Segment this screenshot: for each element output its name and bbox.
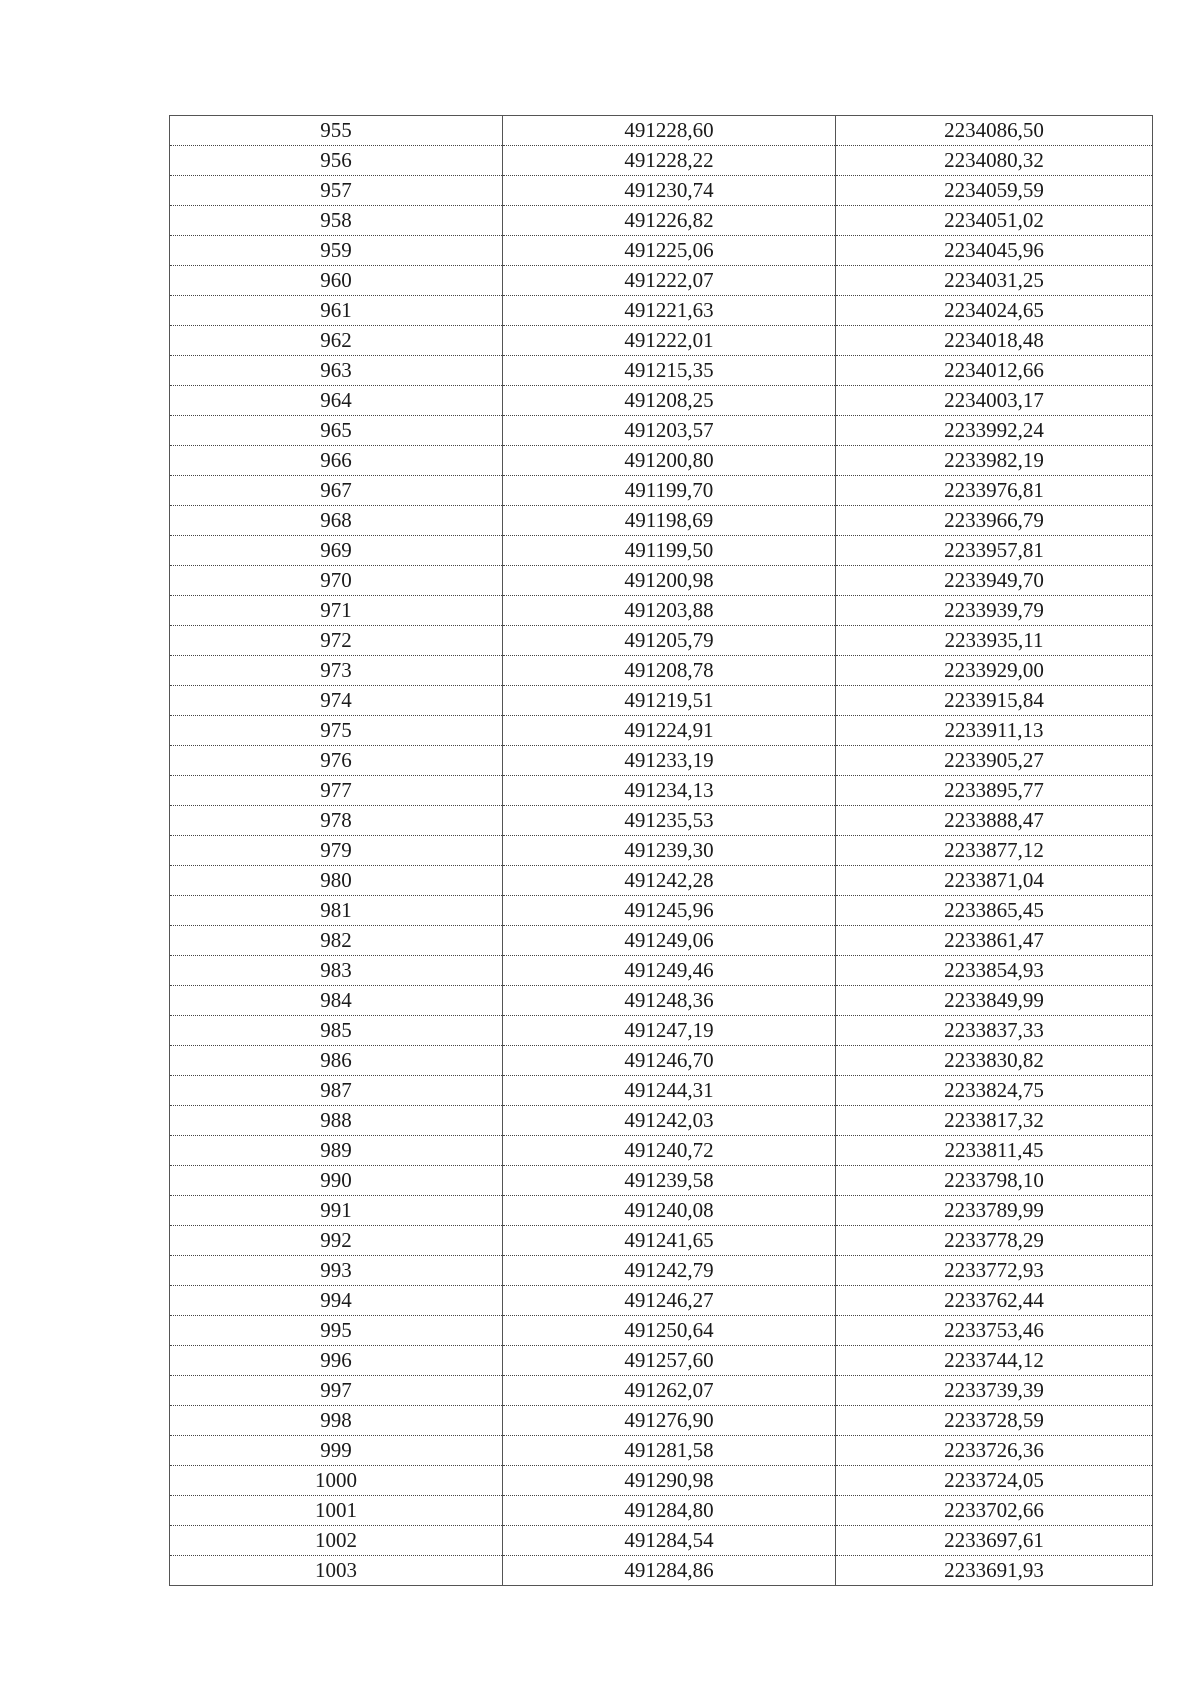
- point-number-cell: 995: [170, 1316, 503, 1346]
- y-coordinate-cell: 2233817,32: [836, 1106, 1153, 1136]
- point-number-cell: 966: [170, 446, 503, 476]
- table-row: [170, 116, 1153, 146]
- y-coordinate-cell: 2233976,81: [836, 476, 1153, 506]
- point-number-cell: 959: [170, 236, 503, 266]
- point-number-cell: 983: [170, 956, 503, 986]
- table-row: [170, 836, 1153, 866]
- y-coordinate-cell: 2234086,50: [836, 116, 1153, 146]
- table-row: [170, 1346, 1153, 1376]
- table-row: [170, 1316, 1153, 1346]
- x-coordinate-cell: 491219,51: [503, 686, 836, 716]
- x-coordinate-cell: 491234,13: [503, 776, 836, 806]
- x-coordinate-cell: 491228,60: [503, 116, 836, 146]
- table-row: [170, 1466, 1153, 1496]
- point-number-cell: 973: [170, 656, 503, 686]
- table-row: [170, 146, 1153, 176]
- table-row: [170, 1196, 1153, 1226]
- coordinates-table: [169, 115, 1153, 1586]
- point-number-cell: 980: [170, 866, 503, 896]
- x-coordinate-cell: 491242,03: [503, 1106, 836, 1136]
- y-coordinate-cell: 2233726,36: [836, 1436, 1153, 1466]
- x-coordinate-cell: 491208,25: [503, 386, 836, 416]
- y-coordinate-cell: 2234031,25: [836, 266, 1153, 296]
- x-coordinate-cell: 491215,35: [503, 356, 836, 386]
- y-coordinate-cell: 2233728,59: [836, 1406, 1153, 1436]
- point-number-cell: 991: [170, 1196, 503, 1226]
- point-number-cell: 975: [170, 716, 503, 746]
- table-row: [170, 1406, 1153, 1436]
- point-number-cell: 978: [170, 806, 503, 836]
- y-coordinate-cell: 2233724,05: [836, 1466, 1153, 1496]
- table-row: [170, 1046, 1153, 1076]
- y-coordinate-cell: 2233865,45: [836, 896, 1153, 926]
- y-coordinate-cell: 2234003,17: [836, 386, 1153, 416]
- table-row: [170, 896, 1153, 926]
- table-row: [170, 656, 1153, 686]
- point-number-cell: 979: [170, 836, 503, 866]
- x-coordinate-cell: 491246,70: [503, 1046, 836, 1076]
- y-coordinate-cell: 2233837,33: [836, 1016, 1153, 1046]
- table-row: [170, 1496, 1153, 1526]
- y-coordinate-cell: 2233772,93: [836, 1256, 1153, 1286]
- point-number-cell: 984: [170, 986, 503, 1016]
- y-coordinate-cell: 2233753,46: [836, 1316, 1153, 1346]
- point-number-cell: 988: [170, 1106, 503, 1136]
- x-coordinate-cell: 491228,22: [503, 146, 836, 176]
- table-row: [170, 776, 1153, 806]
- point-number-cell: 976: [170, 746, 503, 776]
- y-coordinate-cell: 2233702,66: [836, 1496, 1153, 1526]
- x-coordinate-cell: 491246,27: [503, 1286, 836, 1316]
- x-coordinate-cell: 491222,07: [503, 266, 836, 296]
- table-row: [170, 1076, 1153, 1106]
- point-number-cell: 972: [170, 626, 503, 656]
- point-number-cell: 981: [170, 896, 503, 926]
- x-coordinate-cell: 491226,82: [503, 206, 836, 236]
- x-coordinate-cell: 491200,80: [503, 446, 836, 476]
- point-number-cell: 967: [170, 476, 503, 506]
- table-row: [170, 926, 1153, 956]
- x-coordinate-cell: 491241,65: [503, 1226, 836, 1256]
- x-coordinate-cell: 491281,58: [503, 1436, 836, 1466]
- y-coordinate-cell: 2234012,66: [836, 356, 1153, 386]
- point-number-cell: 970: [170, 566, 503, 596]
- table-row: [170, 1106, 1153, 1136]
- point-number-cell: 994: [170, 1286, 503, 1316]
- point-number-cell: 971: [170, 596, 503, 626]
- x-coordinate-cell: 491284,86: [503, 1556, 836, 1586]
- x-coordinate-cell: 491250,64: [503, 1316, 836, 1346]
- y-coordinate-cell: 2234018,48: [836, 326, 1153, 356]
- table-row: [170, 566, 1153, 596]
- y-coordinate-cell: 2233966,79: [836, 506, 1153, 536]
- x-coordinate-cell: 491240,72: [503, 1136, 836, 1166]
- y-coordinate-cell: 2233830,82: [836, 1046, 1153, 1076]
- x-coordinate-cell: 491200,98: [503, 566, 836, 596]
- y-coordinate-cell: 2234051,02: [836, 206, 1153, 236]
- point-number-cell: 1002: [170, 1526, 503, 1556]
- x-coordinate-cell: 491249,06: [503, 926, 836, 956]
- y-coordinate-cell: 2233789,99: [836, 1196, 1153, 1226]
- x-coordinate-cell: 491248,36: [503, 986, 836, 1016]
- y-coordinate-cell: 2233798,10: [836, 1166, 1153, 1196]
- point-number-cell: 955: [170, 116, 503, 146]
- table-row: [170, 1226, 1153, 1256]
- table-row: [170, 1136, 1153, 1166]
- x-coordinate-cell: 491208,78: [503, 656, 836, 686]
- table-row: [170, 536, 1153, 566]
- point-number-cell: 956: [170, 146, 503, 176]
- y-coordinate-cell: 2233915,84: [836, 686, 1153, 716]
- point-number-cell: 963: [170, 356, 503, 386]
- y-coordinate-cell: 2233861,47: [836, 926, 1153, 956]
- y-coordinate-cell: 2233905,27: [836, 746, 1153, 776]
- x-coordinate-cell: 491244,31: [503, 1076, 836, 1106]
- table-row: [170, 716, 1153, 746]
- point-number-cell: 990: [170, 1166, 503, 1196]
- x-coordinate-cell: 491284,54: [503, 1526, 836, 1556]
- table-row: [170, 1016, 1153, 1046]
- table-row: [170, 296, 1153, 326]
- x-coordinate-cell: 491239,58: [503, 1166, 836, 1196]
- y-coordinate-cell: 2233992,24: [836, 416, 1153, 446]
- x-coordinate-cell: 491222,01: [503, 326, 836, 356]
- table-row: [170, 746, 1153, 776]
- point-number-cell: 986: [170, 1046, 503, 1076]
- point-number-cell: 985: [170, 1016, 503, 1046]
- table-row: [170, 626, 1153, 656]
- table-row: [170, 326, 1153, 356]
- table-row: [170, 176, 1153, 206]
- y-coordinate-cell: 2233939,79: [836, 596, 1153, 626]
- point-number-cell: 977: [170, 776, 503, 806]
- table-row: [170, 596, 1153, 626]
- point-number-cell: 993: [170, 1256, 503, 1286]
- table-row: [170, 986, 1153, 1016]
- x-coordinate-cell: 491205,79: [503, 626, 836, 656]
- table-row: [170, 236, 1153, 266]
- y-coordinate-cell: 2233762,44: [836, 1286, 1153, 1316]
- x-coordinate-cell: 491284,80: [503, 1496, 836, 1526]
- y-coordinate-cell: 2233871,04: [836, 866, 1153, 896]
- table-row: [170, 476, 1153, 506]
- table-row: [170, 866, 1153, 896]
- x-coordinate-cell: 491249,46: [503, 956, 836, 986]
- table-row: [170, 1526, 1153, 1556]
- x-coordinate-cell: 491257,60: [503, 1346, 836, 1376]
- point-number-cell: 961: [170, 296, 503, 326]
- y-coordinate-cell: 2233778,29: [836, 1226, 1153, 1256]
- y-coordinate-cell: 2234045,96: [836, 236, 1153, 266]
- table-row: [170, 1286, 1153, 1316]
- coordinates-table-body: [170, 116, 1153, 1586]
- y-coordinate-cell: 2233854,93: [836, 956, 1153, 986]
- y-coordinate-cell: 2234080,32: [836, 146, 1153, 176]
- x-coordinate-cell: 491203,57: [503, 416, 836, 446]
- y-coordinate-cell: 2233957,81: [836, 536, 1153, 566]
- x-coordinate-cell: 491240,08: [503, 1196, 836, 1226]
- point-number-cell: 968: [170, 506, 503, 536]
- x-coordinate-cell: 491262,07: [503, 1376, 836, 1406]
- point-number-cell: 964: [170, 386, 503, 416]
- x-coordinate-cell: 491233,19: [503, 746, 836, 776]
- y-coordinate-cell: 2233888,47: [836, 806, 1153, 836]
- point-number-cell: 982: [170, 926, 503, 956]
- point-number-cell: 969: [170, 536, 503, 566]
- point-number-cell: 998: [170, 1406, 503, 1436]
- table-row: [170, 266, 1153, 296]
- y-coordinate-cell: 2233911,13: [836, 716, 1153, 746]
- x-coordinate-cell: 491245,96: [503, 896, 836, 926]
- x-coordinate-cell: 491224,91: [503, 716, 836, 746]
- point-number-cell: 957: [170, 176, 503, 206]
- point-number-cell: 989: [170, 1136, 503, 1166]
- point-number-cell: 962: [170, 326, 503, 356]
- x-coordinate-cell: 491198,69: [503, 506, 836, 536]
- y-coordinate-cell: 2233935,11: [836, 626, 1153, 656]
- point-number-cell: 960: [170, 266, 503, 296]
- point-number-cell: 987: [170, 1076, 503, 1106]
- x-coordinate-cell: 491221,63: [503, 296, 836, 326]
- x-coordinate-cell: 491242,79: [503, 1256, 836, 1286]
- y-coordinate-cell: 2233929,00: [836, 656, 1153, 686]
- x-coordinate-cell: 491225,06: [503, 236, 836, 266]
- x-coordinate-cell: 491203,88: [503, 596, 836, 626]
- x-coordinate-cell: 491242,28: [503, 866, 836, 896]
- table-row: [170, 206, 1153, 236]
- table-row: [170, 416, 1153, 446]
- table-row: [170, 506, 1153, 536]
- point-number-cell: 1001: [170, 1496, 503, 1526]
- y-coordinate-cell: 2234059,59: [836, 176, 1153, 206]
- point-number-cell: 1003: [170, 1556, 503, 1586]
- x-coordinate-cell: 491235,53: [503, 806, 836, 836]
- x-coordinate-cell: 491247,19: [503, 1016, 836, 1046]
- y-coordinate-cell: 2233824,75: [836, 1076, 1153, 1106]
- y-coordinate-cell: 2233697,61: [836, 1526, 1153, 1556]
- table-row: [170, 806, 1153, 836]
- table-row: [170, 686, 1153, 716]
- y-coordinate-cell: 2233849,99: [836, 986, 1153, 1016]
- x-coordinate-cell: 491199,50: [503, 536, 836, 566]
- y-coordinate-cell: 2233982,19: [836, 446, 1153, 476]
- table-row: [170, 1376, 1153, 1406]
- x-coordinate-cell: 491199,70: [503, 476, 836, 506]
- point-number-cell: 965: [170, 416, 503, 446]
- table-row: [170, 1436, 1153, 1466]
- table-row: [170, 356, 1153, 386]
- y-coordinate-cell: 2233691,93: [836, 1556, 1153, 1586]
- x-coordinate-cell: 491290,98: [503, 1466, 836, 1496]
- point-number-cell: 974: [170, 686, 503, 716]
- table-row: [170, 1166, 1153, 1196]
- table-row: [170, 956, 1153, 986]
- table-row: [170, 386, 1153, 416]
- x-coordinate-cell: 491276,90: [503, 1406, 836, 1436]
- y-coordinate-cell: 2233811,45: [836, 1136, 1153, 1166]
- point-number-cell: 958: [170, 206, 503, 236]
- x-coordinate-cell: 491230,74: [503, 176, 836, 206]
- point-number-cell: 996: [170, 1346, 503, 1376]
- point-number-cell: 1000: [170, 1466, 503, 1496]
- y-coordinate-cell: 2234024,65: [836, 296, 1153, 326]
- point-number-cell: 992: [170, 1226, 503, 1256]
- table-row: [170, 1256, 1153, 1286]
- y-coordinate-cell: 2233739,39: [836, 1376, 1153, 1406]
- y-coordinate-cell: 2233744,12: [836, 1346, 1153, 1376]
- x-coordinate-cell: 491239,30: [503, 836, 836, 866]
- y-coordinate-cell: 2233949,70: [836, 566, 1153, 596]
- y-coordinate-cell: 2233877,12: [836, 836, 1153, 866]
- table-row: [170, 446, 1153, 476]
- point-number-cell: 997: [170, 1376, 503, 1406]
- table-row: [170, 1556, 1153, 1586]
- point-number-cell: 999: [170, 1436, 503, 1466]
- y-coordinate-cell: 2233895,77: [836, 776, 1153, 806]
